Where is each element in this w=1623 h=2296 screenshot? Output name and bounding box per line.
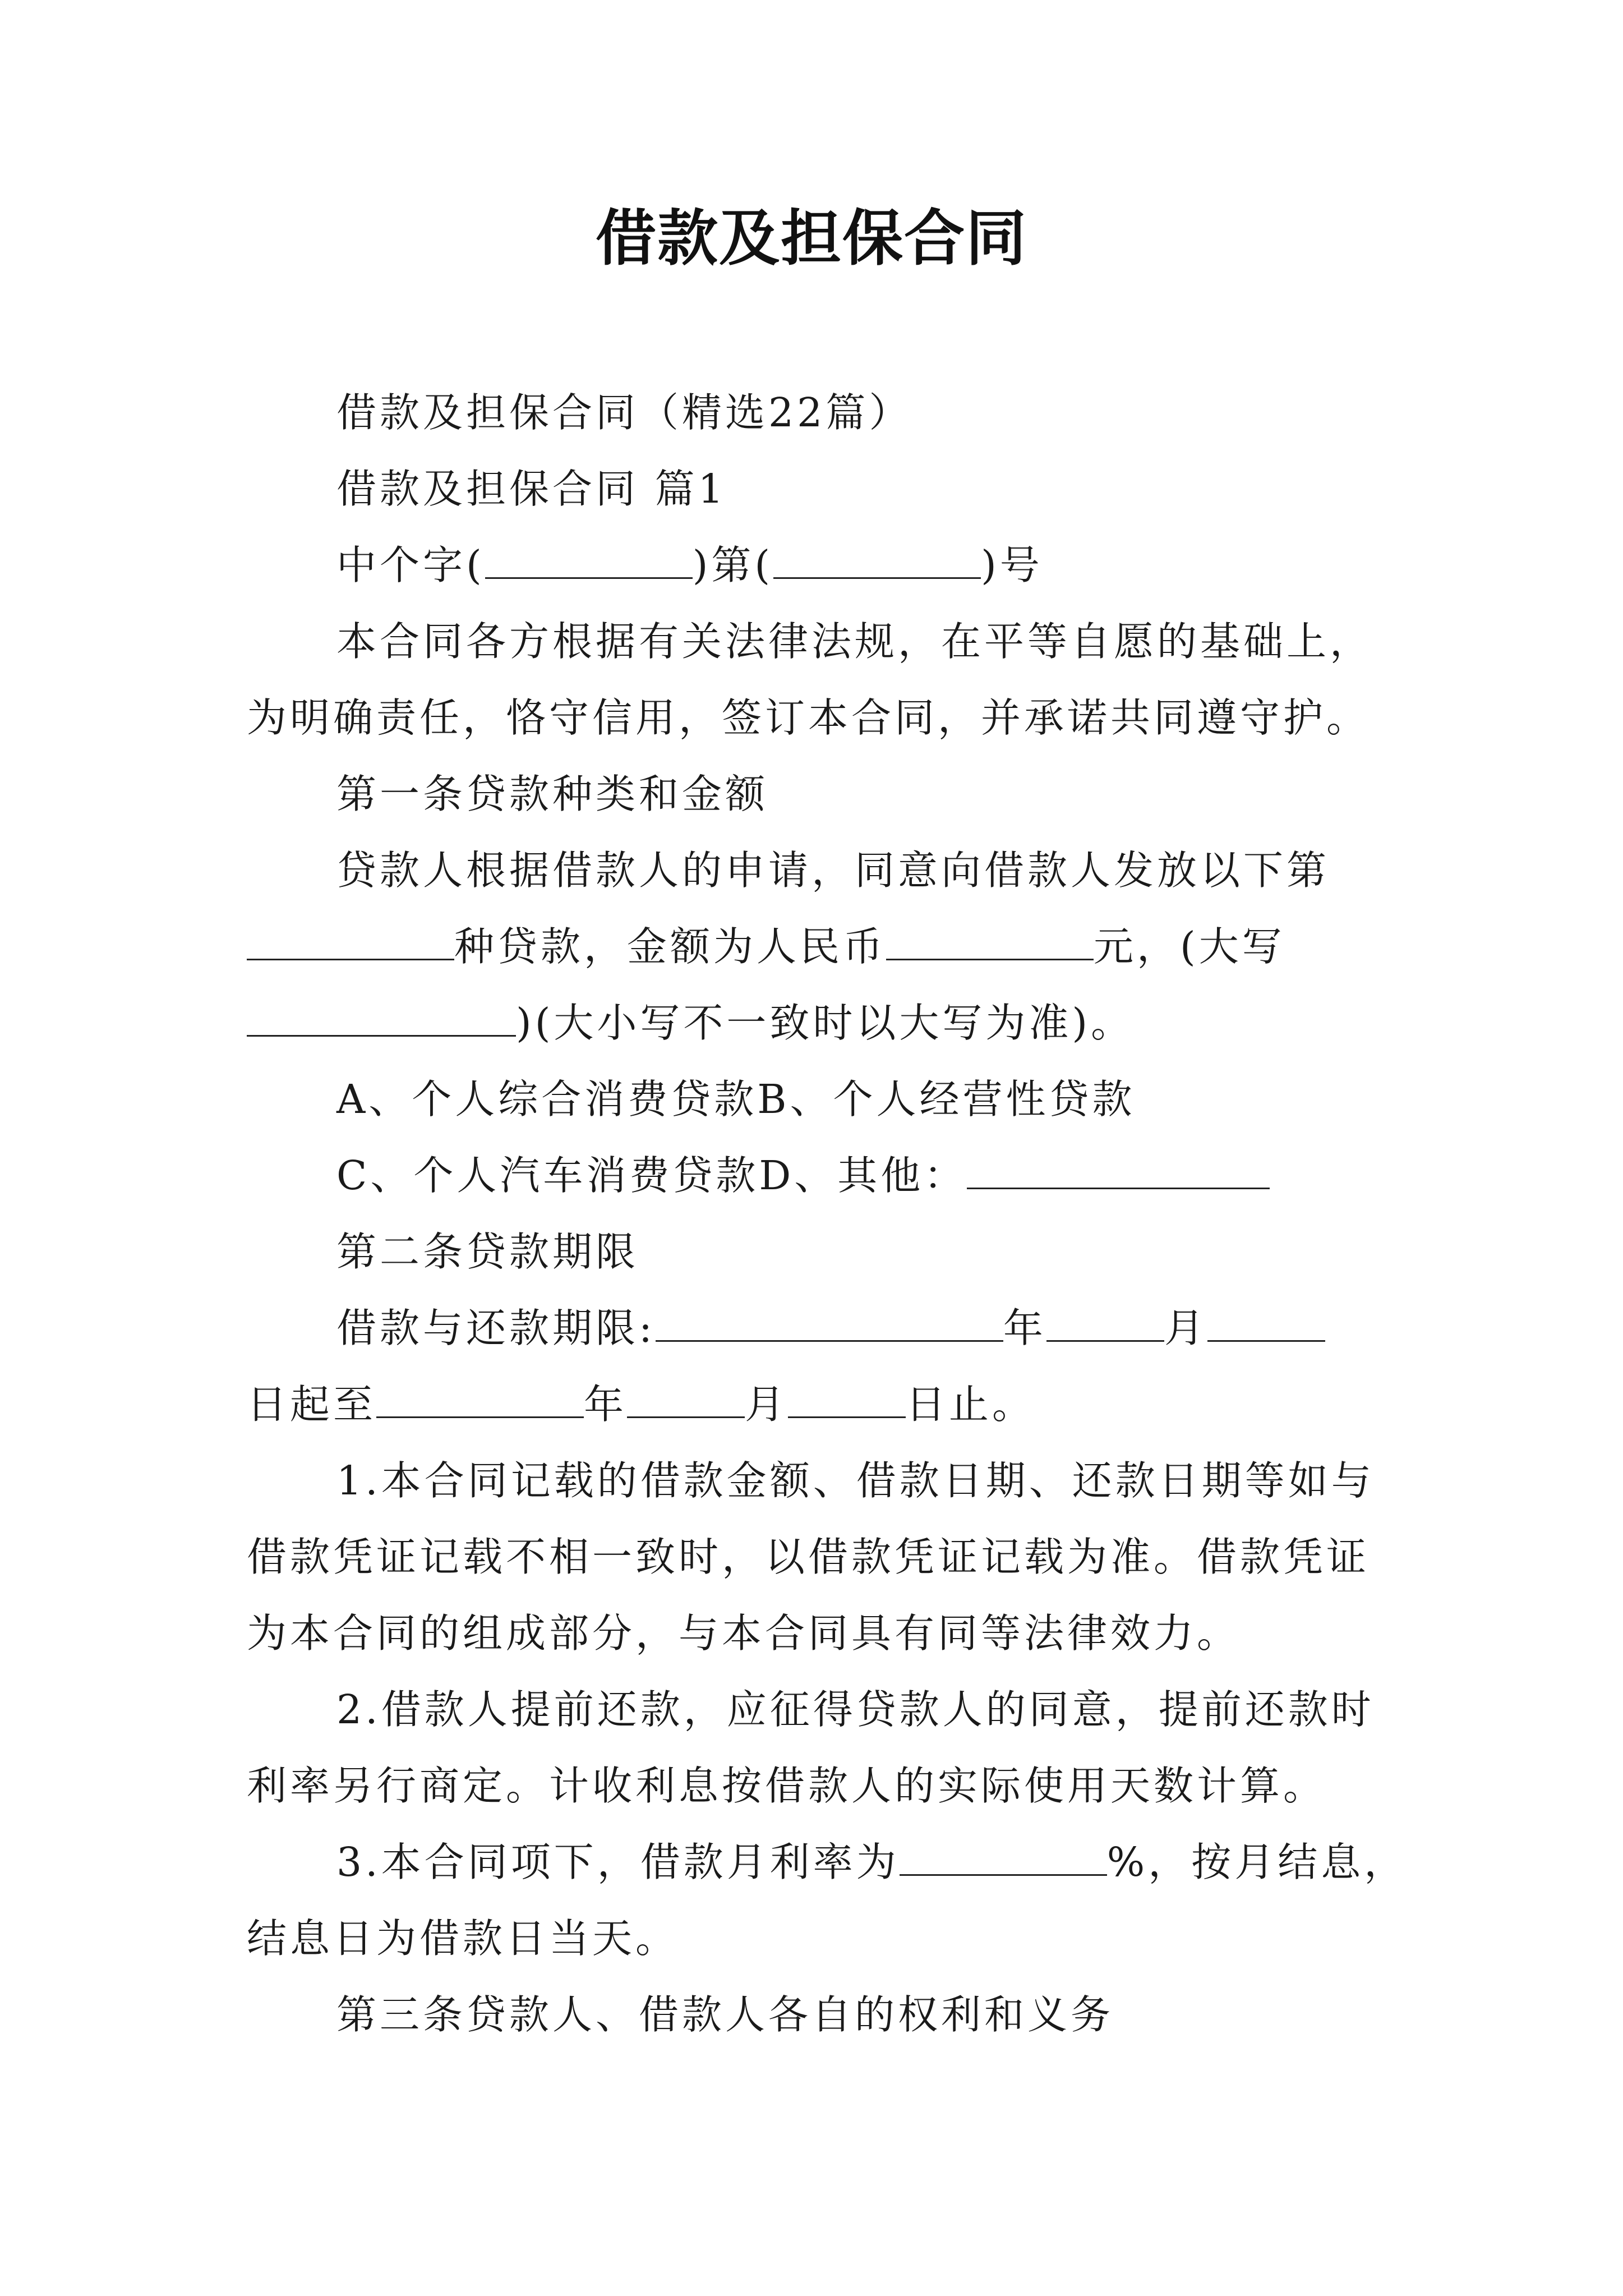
contract-number-middle: )第( bbox=[692, 542, 774, 588]
paragraph-collection-heading: 借款及担保合同（精选22篇） bbox=[336, 389, 912, 436]
paragraph-contract-number bbox=[247, 527, 1391, 604]
term-month-label: 月 bbox=[1164, 1305, 1207, 1351]
blank-loan-type bbox=[247, 923, 454, 960]
interest-rate-suffix: %，按月结息， bbox=[1106, 1839, 1408, 1885]
term-from-label: 日起至 bbox=[247, 1381, 377, 1428]
loan-amount-text: 元，(大写 bbox=[1094, 923, 1285, 970]
paragraph-loan-type-line1: 贷款人根据借款人的申请，同意向借款人发放以下第 bbox=[336, 847, 1330, 894]
blank-loan-amount bbox=[886, 923, 1094, 960]
term-end-year-label: 年 bbox=[584, 1381, 628, 1428]
blank-start-year bbox=[656, 1304, 1003, 1342]
paragraph-loan-option-ab: A、个人综合消费贷款B、个人经营性贷款 bbox=[336, 1076, 1136, 1122]
amount-uppercase-note: )(大小写不一致时以大写为准)。 bbox=[516, 1000, 1135, 1046]
paragraph-clause-1-line3: 为本合同的组成部分，与本合同具有同等法律效力。 bbox=[247, 1610, 1241, 1657]
term-year-label: 年 bbox=[1003, 1305, 1046, 1351]
blank-loan-other bbox=[967, 1152, 1270, 1189]
heading-article-2: 第二条贷款期限 bbox=[336, 1228, 639, 1275]
heading-article-1: 第一条贷款种类和金额 bbox=[336, 771, 769, 817]
contract-number-suffix: )号 bbox=[981, 542, 1043, 588]
paragraph-loan-type-line2 bbox=[247, 909, 1391, 985]
blank-end-month bbox=[627, 1381, 745, 1418]
paragraph-preamble-line1: 本合同各方根据有关法律法规，在平等自愿的基础上， bbox=[336, 618, 1373, 665]
blank-end-year bbox=[376, 1381, 584, 1418]
paragraph-loan-type-line3 bbox=[247, 985, 1391, 1061]
loan-type-text: 种贷款，金额为人民币 bbox=[454, 923, 887, 970]
interest-rate-text: 3.本合同项下，借款月利率为 bbox=[336, 1839, 900, 1885]
paragraph-clause-3-line2: 结息日为借款日当天。 bbox=[247, 1915, 679, 1962]
paragraph-section-title: 借款及担保合同 篇1 bbox=[336, 466, 727, 512]
blank-amount-uppercase bbox=[247, 999, 516, 1037]
paragraph-term-line1 bbox=[247, 1290, 1391, 1366]
blank-end-day bbox=[788, 1381, 906, 1418]
term-end-label: 日止。 bbox=[906, 1381, 1036, 1428]
blank-start-month bbox=[1046, 1304, 1164, 1342]
term-end-month-label: 月 bbox=[745, 1381, 789, 1428]
contract-number-prefix: 中个字( bbox=[336, 542, 485, 588]
heading-article-3: 第三条贷款人、借款人各自的权利和义务 bbox=[336, 1991, 1114, 2038]
paragraph-clause-2-line2: 利率另行商定。计收利息按借款人的实际使用天数计算。 bbox=[247, 1763, 1327, 1809]
paragraph-clause-1-line2: 借款凭证记载不相一致时，以借款凭证记载为准。借款凭证 bbox=[247, 1534, 1370, 1580]
blank-contract-code bbox=[485, 541, 693, 579]
paragraph-clause-1-line1: 1.本合同记载的借款金额、借款日期、还款日期等如与 bbox=[336, 1457, 1375, 1504]
term-label: 借款与还款期限: bbox=[336, 1305, 656, 1351]
paragraph-loan-option-cd bbox=[247, 1138, 1391, 1214]
paragraph-term-line2 bbox=[247, 1366, 1391, 1443]
paragraph-preamble-line2: 为明确责任，恪守信用，签订本合同，并承诺共同遵守护。 bbox=[247, 694, 1370, 741]
blank-contract-serial bbox=[773, 541, 981, 579]
document-title: 借款及担保合同 bbox=[595, 203, 1027, 274]
paragraph-clause-2-line1: 2.借款人提前还款，应征得贷款人的同意，提前还款时 bbox=[336, 1686, 1375, 1733]
document-body bbox=[247, 375, 1408, 2053]
paragraph-clause-3-line1 bbox=[247, 1824, 1408, 1901]
blank-start-day bbox=[1207, 1304, 1325, 1342]
blank-interest-rate bbox=[900, 1838, 1107, 1876]
loan-option-cd-text: C、个人汽车消费贷款D、其他： bbox=[336, 1152, 967, 1199]
